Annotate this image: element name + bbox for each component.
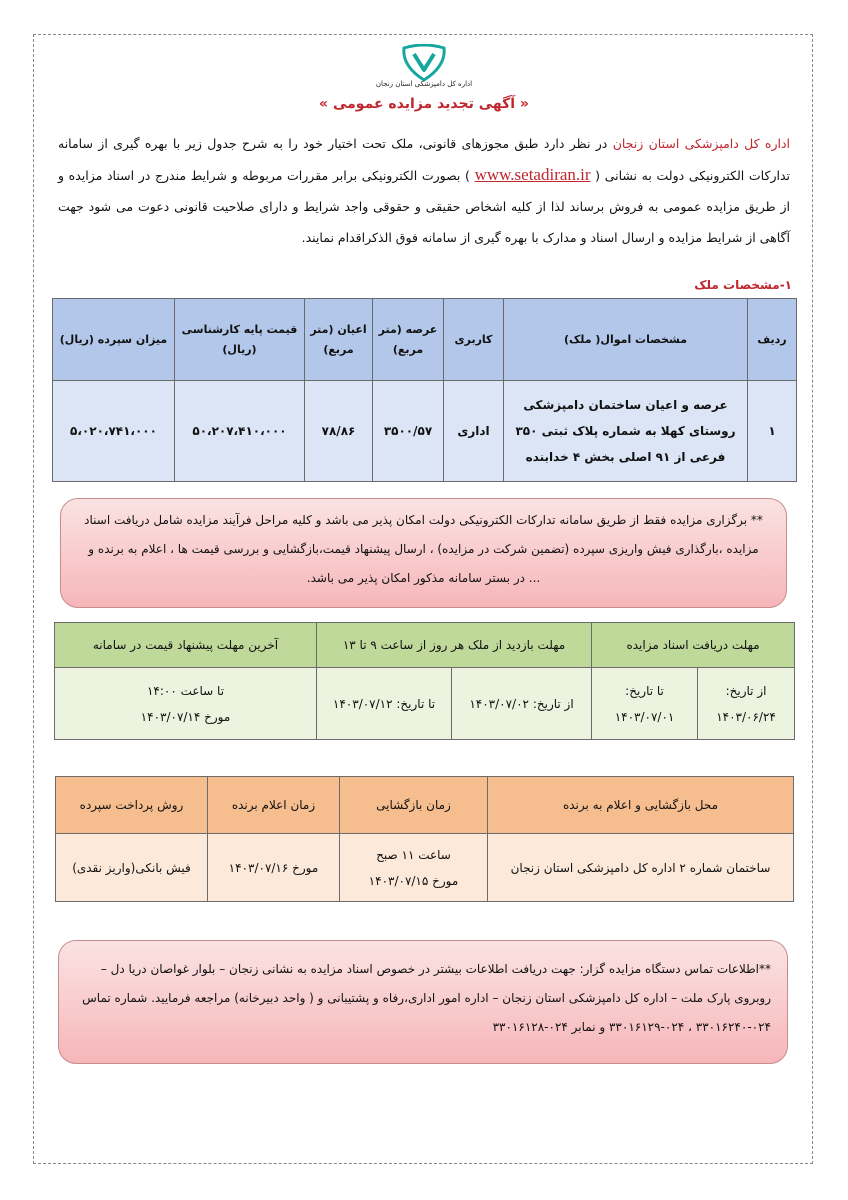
row-number: ۱ bbox=[748, 381, 797, 482]
col-header: ردیف bbox=[748, 299, 797, 381]
page-title: « آگهی تجدید مزایده عمومی » bbox=[319, 96, 529, 112]
docs-deadline-header: مهلت دریافت اسناد مزایده bbox=[592, 623, 795, 668]
opening-place: ساختمان شماره ۲ اداره کل دامپزشکی استان زنجان bbox=[488, 834, 794, 902]
deposit-amount: ۵،۰۲۰،۷۴۱،۰۰۰ bbox=[53, 381, 175, 482]
payment-method: فیش بانکی(واریز نقدی) bbox=[56, 834, 208, 902]
bid-deadline bbox=[55, 668, 317, 740]
docs-to-date: ۱۴۰۳/۰۷/۰۱ bbox=[614, 709, 675, 724]
bid-deadline-header: آخرین مهلت پیشنهاد قیمت در سامانه bbox=[55, 623, 317, 668]
setad-link[interactable]: www.setadiran.ir bbox=[474, 165, 591, 184]
open-time: ساعت ۱۱ صبح bbox=[376, 847, 451, 862]
intro-text-1: در نظر دارد طبق مجوزهای قانونی، ملک تحت اختیار خود را به شرح جدول زیر با بهره گیری از سامانه تدارکات الکترونیکی دولت به نشانی ( bbox=[58, 136, 790, 183]
col-header: اعیان (متر مربع) bbox=[305, 299, 373, 381]
electronic-auction-notice: ** برگزاری مزایده فقط از طریق سامانه تدارکات الکترونیکی دولت امکان پذیر می باشد و کلیه مراحل فرآیند مزایده شامل دریافت اسناد مزایده ،بارگذاری فیش واریزی سپرده (تضمین شرکت در مزایده) ، ارسال پیشنهاد قیمت،بازگشایی و بررسی قیمت ها ، اعلام به برنده و ... در بستر سامانه مذکور امکان پذیر می باشد. bbox=[60, 498, 787, 608]
open-time-header: زمان بازگشایی bbox=[340, 777, 488, 834]
base-price: ۵۰،۲۰۷،۴۱۰،۰۰۰ bbox=[175, 381, 305, 482]
bid-time: تا ساعت ۱۴:۰۰ bbox=[146, 683, 225, 698]
veterinary-logo-icon bbox=[392, 44, 456, 84]
building-area: ۷۸/۸۶ bbox=[305, 381, 373, 482]
contact-info: **اطلاعات تماس دستگاه مزایده گزار: جهت دریافت اطلاعات بیشتر در خصوص اسناد مزایده به نشانی زنجان – بلوار غواصان دریا دل – روبروی پارک ملت – اداره کل دامپزشکی استان زنجان – اداره امور اداری،رفاه و پشتیبانی و ( واحد دبیرخانه) مراجعه فرمایید. شماره تماس ۰۲۴-۳۳۰۱۶۲۴۰ ، ۰۲۴-۳۳۰۱۶۱۲۹ و نمابر ۰۲۴-۳۳۰۱۶۱۲۸ bbox=[58, 940, 788, 1064]
land-area: ۳۵۰۰/۵۷ bbox=[373, 381, 444, 482]
opening-header bbox=[56, 777, 794, 834]
schedule-table bbox=[54, 622, 795, 740]
org-name: اداره کل دامپزشکی استان زنجان bbox=[612, 136, 790, 151]
place-header: محل بازگشایی و اعلام به برنده bbox=[488, 777, 794, 834]
table-row bbox=[56, 834, 794, 902]
intro-paragraph bbox=[58, 128, 790, 253]
open-date: مورخ ۱۴۰۳/۰۷/۱۵ bbox=[368, 873, 459, 888]
logo-text: اداره کل دامپزشکی استان زنجان bbox=[375, 80, 473, 88]
docs-from bbox=[698, 668, 795, 740]
docs-from-date: ۱۴۰۳/۰۶/۲۴ bbox=[716, 709, 776, 724]
usage: اداری bbox=[444, 381, 504, 482]
col-header: قیمت پایه کارشناسی (ریال) bbox=[175, 299, 305, 381]
col-header: عرصه (متر مربع) bbox=[373, 299, 444, 381]
docs-to bbox=[592, 668, 698, 740]
property-table-header bbox=[53, 299, 797, 381]
docs-to-label: تا تاریخ: bbox=[625, 683, 664, 698]
property-description: عرصه و اعیان ساختمان دامپزشکی روستای کهلا به شماره پلاک ثبتی ۳۵۰ فرعی از ۹۱ اصلی بخش ۴ خدابنده bbox=[504, 381, 748, 482]
schedule-header bbox=[55, 623, 795, 668]
payment-header: روش پرداخت سپرده bbox=[56, 777, 208, 834]
docs-from-label: از تاریخ: bbox=[725, 683, 767, 698]
announce-header: زمان اعلام برنده bbox=[208, 777, 340, 834]
col-header: میزان سپرده (ریال) bbox=[53, 299, 175, 381]
table-row bbox=[53, 381, 797, 482]
intro-text-2: ) بصورت الکترونیکی برابر مقررات مربوطه و شرایط مندرج در اسناد مزایده و از طریق مزایده عمومی به فروش برساند لذا از کلیه اشخاص حقیقی و حقوقی واجد شرایط و دارای صلاحیت قانونی دعوت می شود جهت آگاهی از شرایط مزایده و ارسال اسناد و مدارک با بهره گیری از سامانه فوق الذکراقدام نمایند. bbox=[58, 168, 790, 245]
section-title: ۱-مشخصات ملک bbox=[694, 278, 792, 292]
bid-date: مورخ ۱۴۰۳/۰۷/۱۴ bbox=[140, 709, 231, 724]
table-row bbox=[55, 668, 795, 740]
visit-from: از تاریخ: ۱۴۰۳/۰۷/۰۲ bbox=[452, 668, 592, 740]
property-table bbox=[52, 298, 797, 482]
col-header: کاربری bbox=[444, 299, 504, 381]
opening-time bbox=[340, 834, 488, 902]
visit-deadline-header: مهلت بازدید از ملک هر روز از ساعت ۹ تا ۱۳ bbox=[317, 623, 592, 668]
opening-table bbox=[55, 776, 794, 902]
visit-to: تا تاریخ: ۱۴۰۳/۰۷/۱۲ bbox=[317, 668, 452, 740]
announce-date: مورخ ۱۴۰۳/۰۷/۱۶ bbox=[208, 834, 340, 902]
col-header: مشخصات اموال( ملک) bbox=[504, 299, 748, 381]
